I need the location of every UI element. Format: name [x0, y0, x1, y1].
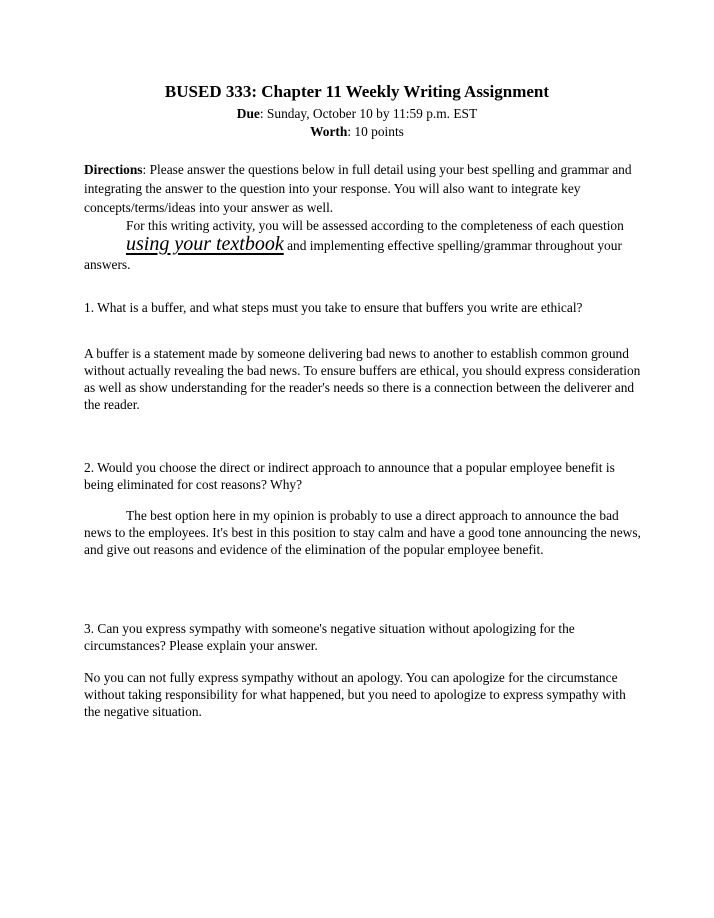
directions-label: Directions — [84, 162, 143, 177]
worth-label: Worth — [310, 124, 348, 139]
assessment-text-before: For this writing activity, you will be assessed according to the completeness of each question — [126, 218, 624, 233]
answer-1: A buffer is a statement made by someone delivering bad news to another to establish common ground without actually revealing the bad news. To ensure buffers are ethical, you should express consideration as well as show understanding for the reader's needs so there is a connection between the deliverer and the reader. — [84, 346, 641, 412]
directions-text: : Please answer the questions below in full detail using your best spelling and grammar and integrating the answer to the question into your response. You will also want to integrate key concepts/terms/ideas into your answer as well. — [84, 162, 632, 215]
due-label: Due — [236, 106, 260, 121]
answer-3: No you can not fully express sympathy without an apology. You can apologize for the circumstance without taking responsibility for what happened, but you need to apologize to express sympathy with the negative situation. — [84, 670, 626, 719]
answer-2: The best option here in my opinion is probably to use a direct approach to announce the bad news to the employees. It's best in this position to stay calm and have a good tone announcing the news, and give out reasons and evidence of the elimination of the popular employee benefit. — [84, 508, 641, 557]
question-2: 2. Would you choose the direct or indirect approach to announce that a popular employee benefit is being eliminated for cost reasons? Why? — [84, 460, 615, 492]
assessment-text-after: and implementing effective spelling/grammar throughout your answers. — [84, 238, 622, 272]
due-text: : Sunday, October 10 by 11:59 p.m. EST — [259, 106, 478, 121]
assessment-paragraph — [84, 216, 644, 274]
question-1: 1. What is a buffer, and what steps must you take to ensure that buffers you write are ethical? — [84, 300, 583, 315]
directions-paragraph — [84, 160, 644, 217]
textbook-emphasis: using your textbook — [126, 233, 284, 255]
assignment-title: BUSED 333: Chapter 11 Weekly Writing Assignment — [164, 82, 550, 101]
question-3: 3. Can you express sympathy with someone's negative situation without apologizing for the circumstances? Please explain your answer. — [84, 621, 575, 653]
worth-line — [0, 123, 714, 141]
due-line — [0, 105, 714, 123]
worth-text: : 10 points — [347, 124, 404, 139]
